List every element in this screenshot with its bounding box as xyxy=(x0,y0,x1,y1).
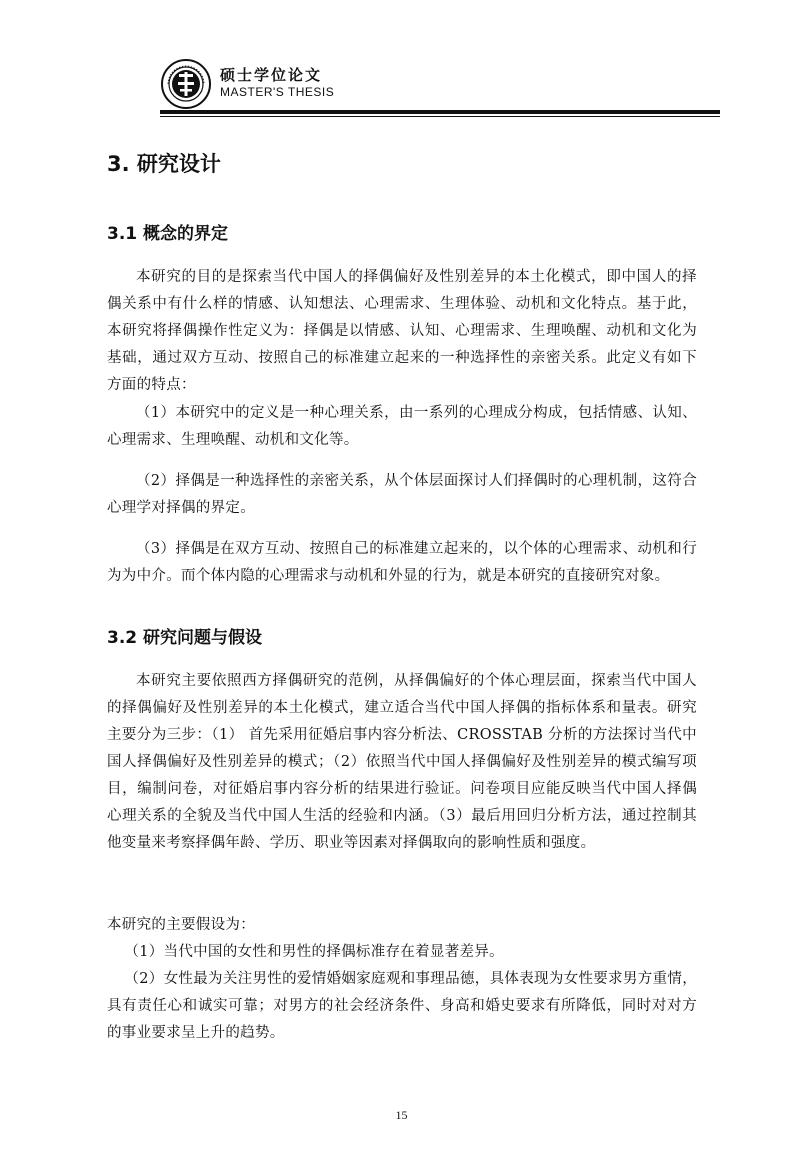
paragraph: 本研究的目的是探索当代中国人的择偶偏好及性别差异的本土化模式，即中国人的择偶关系中有什么样的情感、认知想法、心理需求、生理体验、动机和文化特点。基于此，本研究将择偶操作性定义为：择偶是以情感、认知、心理需求、生理唤醒、动机和文化为基础，通过双方互动、按照自己的标准建立起来的一种选择性的亲密关系。此定义有如下方面的特点： xyxy=(107,269,697,393)
header-rule-thick xyxy=(160,110,720,114)
paragraph: （1）当代中国的女性和男性的择偶标准存在着显著差异。 xyxy=(124,944,504,960)
subsection-title-3-2: 3.2 研究问题与假设 xyxy=(107,628,263,648)
section-title: 3. 研究设计 xyxy=(107,152,221,176)
thesis-header xyxy=(160,58,720,114)
header-title-en: MASTER'S THESIS xyxy=(220,85,335,99)
page-number: 15 xyxy=(395,1108,408,1122)
university-seal-icon xyxy=(160,58,212,110)
paragraph: 本研究主要依照西方择偶研究的范例，从择偶偏好的个体心理层面，探索当代中国人的择偶偏好及性别差异的本土化模式，建立适合当代中国人择偶的指标体系和量表。研究主要分为三步：（1） 首先采用征婚启事内容分析法、CROSSTAB 分析的方法探讨当代中国人择偶偏好及性别差异的模式；（2）依照当代中国人择偶偏好及性别差异的模式编写项目，编制问卷，对征婚启事内容分析的结果进行验证。问卷项目应能反映当代中国人择偶心理关系的全貌及当代中国人生活的经验和内涵。（3）最后用回归分析方法，通过控制其他变量来考察择偶年龄、学历、职业等因素对择偶取向的影响性质和强度。 xyxy=(107,673,697,851)
header-rule-thin xyxy=(160,116,720,117)
paragraph: 本研究的主要假设为： xyxy=(107,917,255,933)
paragraph: （2）择偶是一种选择性的亲密关系，从个体层面探讨人们择偶时的心理机制，这符合心理学对择偶的界定。 xyxy=(107,473,697,516)
paragraph: （3）择偶是在双方互动、按照自己的标准建立起来的，以个体的心理需求、动机和行为为中介。而个体内隐的心理需求与动机和外显的行为，就是本研究的直接研究对象。 xyxy=(107,541,697,584)
paragraph: （1）本研究中的定义是一种心理关系，由一系列的心理成分构成，包括情感、认知、心理需求、生理唤醒、动机和文化等。 xyxy=(107,405,697,448)
header-title-cn: 硕士学位论文 xyxy=(220,66,323,84)
subsection-title-3-1: 3.1 概念的界定 xyxy=(107,224,229,244)
paragraph: （2）女性最为关注男性的爱情婚姻家庭观和事理品德，具体表现为女性要求男方重情，具有责任心和诚实可靠；对男方的社会经济条件、身高和婚史要求有所降低，同时对对方的事业要求呈上升的趋势。 xyxy=(107,971,697,1041)
